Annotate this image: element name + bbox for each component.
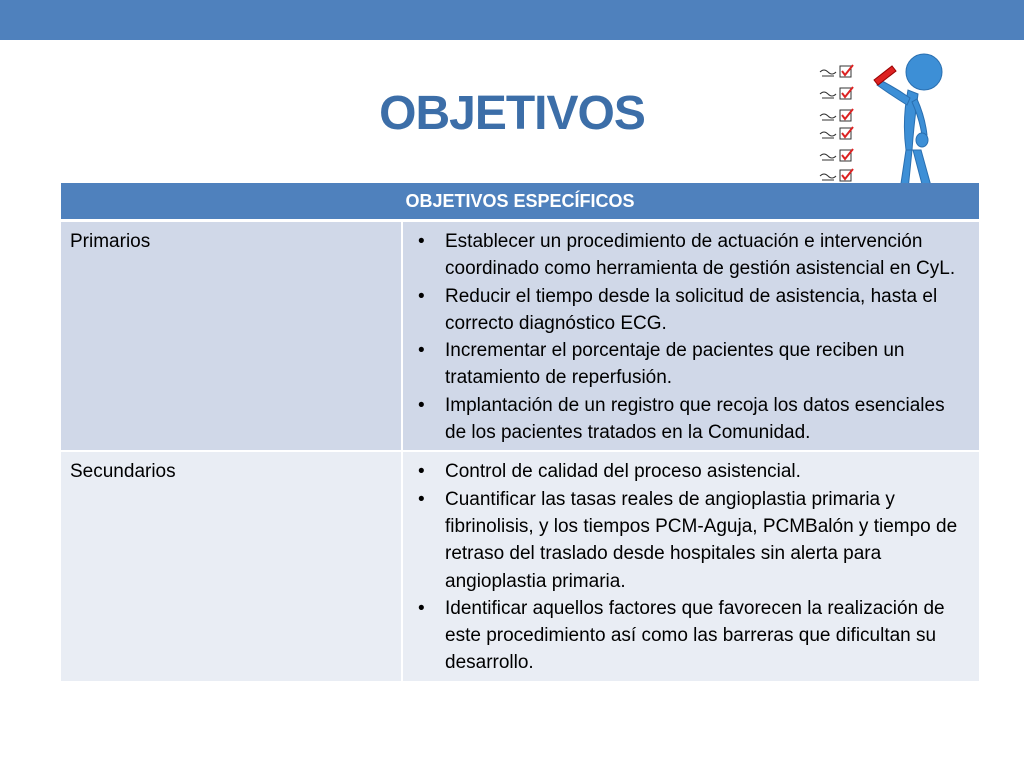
table-row xyxy=(61,221,979,452)
slide-title: OBJETIVOS xyxy=(379,87,645,140)
list-item: • Control de calidad del proceso asistencial. xyxy=(412,458,971,485)
row-items xyxy=(402,451,979,680)
row-category: Secundarios xyxy=(61,451,402,680)
list-item: • Identificar aquellos factores que favorecen la realización de este procedimiento así como las barreras que dificultan su desarrollo. xyxy=(412,595,971,677)
top-accent-bar xyxy=(0,0,1024,40)
table-row xyxy=(61,451,979,680)
row-category: Primarios xyxy=(61,221,402,452)
list-item: • Incrementar el porcentaje de pacientes que reciben un tratamiento de reperfusión. xyxy=(412,337,971,392)
list-item: • Establecer un procedimiento de actuación e intervención coordinado como herramienta de gestión asistencial en CyL. xyxy=(412,228,971,283)
bullet-list xyxy=(412,228,971,446)
list-item: • Implantación de un registro que recoja los datos esenciales de los pacientes tratados en la Comunidad. xyxy=(412,392,971,447)
objectives-table xyxy=(61,183,979,681)
table-header: OBJETIVOS ESPECÍFICOS xyxy=(61,183,979,221)
row-items xyxy=(402,221,979,452)
list-item: • Reducir el tiempo desde la solicitud de asistencia, hasta el correcto diagnóstico ECG. xyxy=(412,283,971,338)
bullet-list xyxy=(412,458,971,676)
list-item: • Cuantificar las tasas reales de angioplastia primaria y fibrinolisis, y los tiempos PCM-Aguja, PCMBalón y tiempo de retraso del traslado desde hospitales sin alerta para angioplastia primaria. xyxy=(412,486,971,595)
